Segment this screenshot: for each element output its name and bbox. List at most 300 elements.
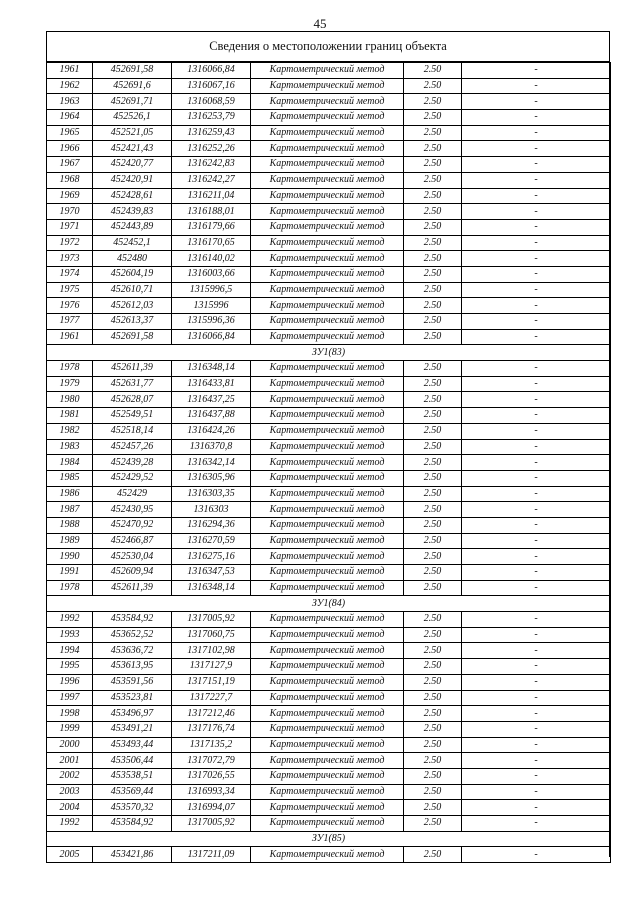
x-coordinate-cell: 452521,05 (93, 125, 172, 141)
table-row (47, 690, 611, 706)
x-coordinate-cell: 452439,28 (93, 455, 172, 471)
group-label: ЗУ1(85) (47, 831, 611, 847)
precision-cell: 2.50 (404, 549, 462, 565)
description-cell: - (462, 847, 611, 863)
y-coordinate-cell: 1315996,5 (172, 282, 251, 298)
table-row (47, 266, 611, 282)
point-number-cell: 1989 (47, 533, 93, 549)
table-row (47, 737, 611, 753)
description-cell: - (462, 533, 611, 549)
group-label: ЗУ1(84) (47, 596, 611, 612)
x-coordinate-cell: 452691,58 (93, 329, 172, 345)
method-cell: Картометрический метод (251, 847, 404, 863)
method-cell: Картометрический метод (251, 423, 404, 439)
table-row (47, 533, 611, 549)
table-row (47, 251, 611, 267)
precision-cell: 2.50 (404, 643, 462, 659)
description-cell: - (462, 63, 611, 79)
precision-cell: 2.50 (404, 204, 462, 220)
point-number-cell: 1967 (47, 157, 93, 173)
table-row (47, 408, 611, 424)
x-coordinate-cell: 452439,83 (93, 204, 172, 220)
description-cell: - (462, 125, 611, 141)
method-cell: Картометрический метод (251, 580, 404, 596)
y-coordinate-cell: 1317102,98 (172, 643, 251, 659)
x-coordinate-cell: 453491,21 (93, 721, 172, 737)
precision-cell: 2.50 (404, 219, 462, 235)
table-row (47, 753, 611, 769)
table-row (47, 627, 611, 643)
method-cell: Картометрический метод (251, 800, 404, 816)
description-cell: - (462, 235, 611, 251)
precision-cell: 2.50 (404, 659, 462, 675)
point-number-cell: 1973 (47, 251, 93, 267)
table-row (47, 329, 611, 345)
y-coordinate-cell: 1316348,14 (172, 361, 251, 377)
page-number: 45 (313, 16, 327, 31)
description-cell: - (462, 549, 611, 565)
table-row (47, 721, 611, 737)
point-number-cell: 1987 (47, 502, 93, 518)
point-number-cell: 1969 (47, 188, 93, 204)
method-cell: Картометрический метод (251, 141, 404, 157)
description-cell: - (462, 204, 611, 220)
description-cell: - (462, 690, 611, 706)
y-coordinate-cell: 1317127,9 (172, 659, 251, 675)
x-coordinate-cell: 452631,77 (93, 376, 172, 392)
point-number-cell: 1968 (47, 172, 93, 188)
description-cell: - (462, 502, 611, 518)
table-row (47, 423, 611, 439)
table-row (47, 94, 611, 110)
description-cell: - (462, 439, 611, 455)
table-row (47, 549, 611, 565)
description-cell: - (462, 768, 611, 784)
table-row (47, 314, 611, 330)
description-cell: - (462, 643, 611, 659)
description-cell: - (462, 282, 611, 298)
x-coordinate-cell: 452466,87 (93, 533, 172, 549)
point-number-cell: 1982 (47, 423, 93, 439)
y-coordinate-cell: 1317176,74 (172, 721, 251, 737)
y-coordinate-cell: 1316303 (172, 502, 251, 518)
point-number-cell: 1986 (47, 486, 93, 502)
precision-cell: 2.50 (404, 800, 462, 816)
method-cell: Картометрический метод (251, 251, 404, 267)
precision-cell: 2.50 (404, 63, 462, 79)
precision-cell: 2.50 (404, 721, 462, 737)
point-number-cell: 2005 (47, 847, 93, 863)
precision-cell: 2.50 (404, 110, 462, 126)
method-cell: Картометрический метод (251, 282, 404, 298)
point-number-cell: 1971 (47, 219, 93, 235)
y-coordinate-cell: 1316179,66 (172, 219, 251, 235)
point-number-cell: 2000 (47, 737, 93, 753)
precision-cell: 2.50 (404, 674, 462, 690)
description-cell: - (462, 455, 611, 471)
y-coordinate-cell: 1317227,7 (172, 690, 251, 706)
point-number-cell: 1978 (47, 361, 93, 377)
group-header-row (47, 596, 611, 612)
table-row (47, 800, 611, 816)
precision-cell: 2.50 (404, 266, 462, 282)
table-row (47, 565, 611, 581)
x-coordinate-cell: 452612,03 (93, 298, 172, 314)
table-row (47, 172, 611, 188)
table-row (47, 768, 611, 784)
y-coordinate-cell: 1316994,07 (172, 800, 251, 816)
method-cell: Картометрический метод (251, 125, 404, 141)
method-cell: Картометрический метод (251, 517, 404, 533)
method-cell: Картометрический метод (251, 470, 404, 486)
method-cell: Картометрический метод (251, 612, 404, 628)
x-coordinate-cell: 453421,86 (93, 847, 172, 863)
table-row (47, 784, 611, 800)
x-coordinate-cell: 452443,89 (93, 219, 172, 235)
table-row (47, 502, 611, 518)
precision-cell: 2.50 (404, 439, 462, 455)
method-cell: Картометрический метод (251, 157, 404, 173)
description-cell: - (462, 486, 611, 502)
precision-cell: 2.50 (404, 847, 462, 863)
precision-cell: 2.50 (404, 753, 462, 769)
description-cell: - (462, 188, 611, 204)
point-number-cell: 2004 (47, 800, 93, 816)
description-cell: - (462, 219, 611, 235)
method-cell: Картометрический метод (251, 78, 404, 94)
x-coordinate-cell: 453496,97 (93, 706, 172, 722)
x-coordinate-cell: 452457,26 (93, 439, 172, 455)
x-coordinate-cell: 453652,52 (93, 627, 172, 643)
precision-cell: 2.50 (404, 816, 462, 832)
table-row (47, 580, 611, 596)
precision-cell: 2.50 (404, 768, 462, 784)
table-row (47, 643, 611, 659)
table-row (47, 219, 611, 235)
y-coordinate-cell: 1316270,59 (172, 533, 251, 549)
coordinates-table (46, 62, 611, 863)
y-coordinate-cell: 1316433,81 (172, 376, 251, 392)
precision-cell: 2.50 (404, 784, 462, 800)
point-number-cell: 1998 (47, 706, 93, 722)
point-number-cell: 1995 (47, 659, 93, 675)
point-number-cell: 1992 (47, 612, 93, 628)
description-cell: - (462, 816, 611, 832)
description-cell: - (462, 314, 611, 330)
x-coordinate-cell: 452610,71 (93, 282, 172, 298)
precision-cell: 2.50 (404, 392, 462, 408)
y-coordinate-cell: 1316347,53 (172, 565, 251, 581)
table-row (47, 282, 611, 298)
x-coordinate-cell: 453613,95 (93, 659, 172, 675)
point-number-cell: 1999 (47, 721, 93, 737)
precision-cell: 2.50 (404, 172, 462, 188)
x-coordinate-cell: 452526,1 (93, 110, 172, 126)
method-cell: Картометрический метод (251, 392, 404, 408)
table-row (47, 674, 611, 690)
x-coordinate-cell: 452628,07 (93, 392, 172, 408)
point-number-cell: 1961 (47, 329, 93, 345)
x-coordinate-cell: 452691,71 (93, 94, 172, 110)
method-cell: Картометрический метод (251, 706, 404, 722)
point-number-cell: 1978 (47, 580, 93, 596)
description-cell: - (462, 94, 611, 110)
method-cell: Картометрический метод (251, 298, 404, 314)
description-cell: - (462, 392, 611, 408)
point-number-cell: 1979 (47, 376, 93, 392)
precision-cell: 2.50 (404, 502, 462, 518)
x-coordinate-cell: 452611,39 (93, 361, 172, 377)
precision-cell: 2.50 (404, 690, 462, 706)
point-number-cell: 1992 (47, 816, 93, 832)
y-coordinate-cell: 1316993,34 (172, 784, 251, 800)
point-number-cell: 1997 (47, 690, 93, 706)
table-row (47, 455, 611, 471)
description-cell: - (462, 784, 611, 800)
description-cell: - (462, 674, 611, 690)
table-row (47, 298, 611, 314)
y-coordinate-cell: 1317151,19 (172, 674, 251, 690)
x-coordinate-cell: 453584,92 (93, 816, 172, 832)
precision-cell: 2.50 (404, 78, 462, 94)
description-cell: - (462, 251, 611, 267)
precision-cell: 2.50 (404, 565, 462, 581)
point-number-cell: 1974 (47, 266, 93, 282)
description-cell: - (462, 266, 611, 282)
precision-cell: 2.50 (404, 298, 462, 314)
description-cell: - (462, 737, 611, 753)
table-row (47, 612, 611, 628)
y-coordinate-cell: 1317212,46 (172, 706, 251, 722)
y-coordinate-cell: 1316437,88 (172, 408, 251, 424)
y-coordinate-cell: 1316342,14 (172, 455, 251, 471)
method-cell: Картометрический метод (251, 816, 404, 832)
x-coordinate-cell: 452429,52 (93, 470, 172, 486)
point-number-cell: 1976 (47, 298, 93, 314)
y-coordinate-cell: 1316066,84 (172, 63, 251, 79)
y-coordinate-cell: 1316188,01 (172, 204, 251, 220)
x-coordinate-cell: 452611,39 (93, 580, 172, 596)
description-cell: - (462, 298, 611, 314)
table-row (47, 141, 611, 157)
description-cell: - (462, 110, 611, 126)
y-coordinate-cell: 1316252,26 (172, 141, 251, 157)
method-cell: Картометрический метод (251, 172, 404, 188)
x-coordinate-cell: 453570,32 (93, 800, 172, 816)
precision-cell: 2.50 (404, 282, 462, 298)
point-number-cell: 1962 (47, 78, 93, 94)
table-row (47, 204, 611, 220)
method-cell: Картометрический метод (251, 361, 404, 377)
description-cell: - (462, 172, 611, 188)
description-cell: - (462, 627, 611, 643)
y-coordinate-cell: 1316067,16 (172, 78, 251, 94)
x-coordinate-cell: 452421,43 (93, 141, 172, 157)
x-coordinate-cell: 452609,94 (93, 565, 172, 581)
y-coordinate-cell: 1316424,26 (172, 423, 251, 439)
precision-cell: 2.50 (404, 737, 462, 753)
method-cell: Картометрический метод (251, 549, 404, 565)
description-cell: - (462, 408, 611, 424)
method-cell: Картометрический метод (251, 502, 404, 518)
group-header-row (47, 831, 611, 847)
y-coordinate-cell: 1316303,35 (172, 486, 251, 502)
point-number-cell: 1984 (47, 455, 93, 471)
method-cell: Картометрический метод (251, 329, 404, 345)
description-cell: - (462, 141, 611, 157)
precision-cell: 2.50 (404, 580, 462, 596)
point-number-cell: 1993 (47, 627, 93, 643)
method-cell: Картометрический метод (251, 768, 404, 784)
x-coordinate-cell: 452420,77 (93, 157, 172, 173)
precision-cell: 2.50 (404, 141, 462, 157)
description-cell: - (462, 800, 611, 816)
x-coordinate-cell: 452518,14 (93, 423, 172, 439)
point-number-cell: 1966 (47, 141, 93, 157)
y-coordinate-cell: 1316066,84 (172, 329, 251, 345)
y-coordinate-cell: 1316170,65 (172, 235, 251, 251)
x-coordinate-cell: 452691,58 (93, 63, 172, 79)
precision-cell: 2.50 (404, 94, 462, 110)
method-cell: Картометрический метод (251, 94, 404, 110)
point-number-cell: 2003 (47, 784, 93, 800)
y-coordinate-cell: 1317005,92 (172, 612, 251, 628)
y-coordinate-cell: 1316370,8 (172, 439, 251, 455)
method-cell: Картометрический метод (251, 63, 404, 79)
method-cell: Картометрический метод (251, 314, 404, 330)
method-cell: Картометрический метод (251, 533, 404, 549)
x-coordinate-cell: 453584,92 (93, 612, 172, 628)
precision-cell: 2.50 (404, 251, 462, 267)
method-cell: Картометрический метод (251, 486, 404, 502)
precision-cell: 2.50 (404, 627, 462, 643)
precision-cell: 2.50 (404, 706, 462, 722)
point-number-cell: 2002 (47, 768, 93, 784)
x-coordinate-cell: 453636,72 (93, 643, 172, 659)
method-cell: Картометрический метод (251, 627, 404, 643)
table-row (47, 392, 611, 408)
method-cell: Картометрический метод (251, 439, 404, 455)
description-cell: - (462, 470, 611, 486)
y-coordinate-cell: 1315996,36 (172, 314, 251, 330)
y-coordinate-cell: 1316259,43 (172, 125, 251, 141)
point-number-cell: 1970 (47, 204, 93, 220)
x-coordinate-cell: 452613,37 (93, 314, 172, 330)
method-cell: Картометрический метод (251, 784, 404, 800)
description-cell: - (462, 612, 611, 628)
method-cell: Картометрический метод (251, 408, 404, 424)
table-row (47, 517, 611, 533)
y-coordinate-cell: 1316068,59 (172, 94, 251, 110)
method-cell: Картометрический метод (251, 737, 404, 753)
x-coordinate-cell: 452604,19 (93, 266, 172, 282)
y-coordinate-cell: 1316253,79 (172, 110, 251, 126)
method-cell: Картометрический метод (251, 219, 404, 235)
y-coordinate-cell: 1317026,55 (172, 768, 251, 784)
table-row (47, 470, 611, 486)
precision-cell: 2.50 (404, 408, 462, 424)
table-row (47, 125, 611, 141)
x-coordinate-cell: 453591,56 (93, 674, 172, 690)
precision-cell: 2.50 (404, 612, 462, 628)
precision-cell: 2.50 (404, 517, 462, 533)
precision-cell: 2.50 (404, 470, 462, 486)
point-number-cell: 1963 (47, 94, 93, 110)
x-coordinate-cell: 453523,81 (93, 690, 172, 706)
point-number-cell: 1994 (47, 643, 93, 659)
group-header-row (47, 345, 611, 361)
x-coordinate-cell: 452691,6 (93, 78, 172, 94)
x-coordinate-cell: 452549,51 (93, 408, 172, 424)
method-cell: Картометрический метод (251, 690, 404, 706)
x-coordinate-cell: 452429 (93, 486, 172, 502)
x-coordinate-cell: 452428,61 (93, 188, 172, 204)
method-cell: Картометрический метод (251, 376, 404, 392)
table-row (47, 659, 611, 675)
table-row (47, 63, 611, 79)
table-row (47, 376, 611, 392)
y-coordinate-cell: 1316348,14 (172, 580, 251, 596)
table-row (47, 816, 611, 832)
x-coordinate-cell: 452430,95 (93, 502, 172, 518)
precision-cell: 2.50 (404, 423, 462, 439)
method-cell: Картометрический метод (251, 565, 404, 581)
table-row (47, 78, 611, 94)
method-cell: Картометрический метод (251, 235, 404, 251)
description-cell: - (462, 565, 611, 581)
precision-cell: 2.50 (404, 533, 462, 549)
method-cell: Картометрический метод (251, 643, 404, 659)
y-coordinate-cell: 1316211,04 (172, 188, 251, 204)
table-row (47, 235, 611, 251)
method-cell: Картометрический метод (251, 266, 404, 282)
x-coordinate-cell: 452480 (93, 251, 172, 267)
y-coordinate-cell: 1317005,92 (172, 816, 251, 832)
x-coordinate-cell: 452420,91 (93, 172, 172, 188)
point-number-cell: 1996 (47, 674, 93, 690)
x-coordinate-cell: 453506,44 (93, 753, 172, 769)
y-coordinate-cell: 1317211,09 (172, 847, 251, 863)
method-cell: Картометрический метод (251, 721, 404, 737)
y-coordinate-cell: 1316242,27 (172, 172, 251, 188)
point-number-cell: 1975 (47, 282, 93, 298)
point-number-cell: 1965 (47, 125, 93, 141)
x-coordinate-cell: 452530,04 (93, 549, 172, 565)
precision-cell: 2.50 (404, 455, 462, 471)
point-number-cell: 1964 (47, 110, 93, 126)
table-row (47, 847, 611, 863)
point-number-cell: 1983 (47, 439, 93, 455)
point-number-cell: 1961 (47, 63, 93, 79)
description-cell: - (462, 157, 611, 173)
point-number-cell: 1988 (47, 517, 93, 533)
table-row (47, 486, 611, 502)
point-number-cell: 1990 (47, 549, 93, 565)
description-cell: - (462, 376, 611, 392)
method-cell: Картометрический метод (251, 188, 404, 204)
description-cell: - (462, 78, 611, 94)
y-coordinate-cell: 1316140,02 (172, 251, 251, 267)
point-number-cell: 1977 (47, 314, 93, 330)
point-number-cell: 2001 (47, 753, 93, 769)
table-row (47, 110, 611, 126)
point-number-cell: 1985 (47, 470, 93, 486)
description-cell: - (462, 659, 611, 675)
point-number-cell: 1981 (47, 408, 93, 424)
precision-cell: 2.50 (404, 314, 462, 330)
point-number-cell: 1991 (47, 565, 93, 581)
method-cell: Картометрический метод (251, 659, 404, 675)
